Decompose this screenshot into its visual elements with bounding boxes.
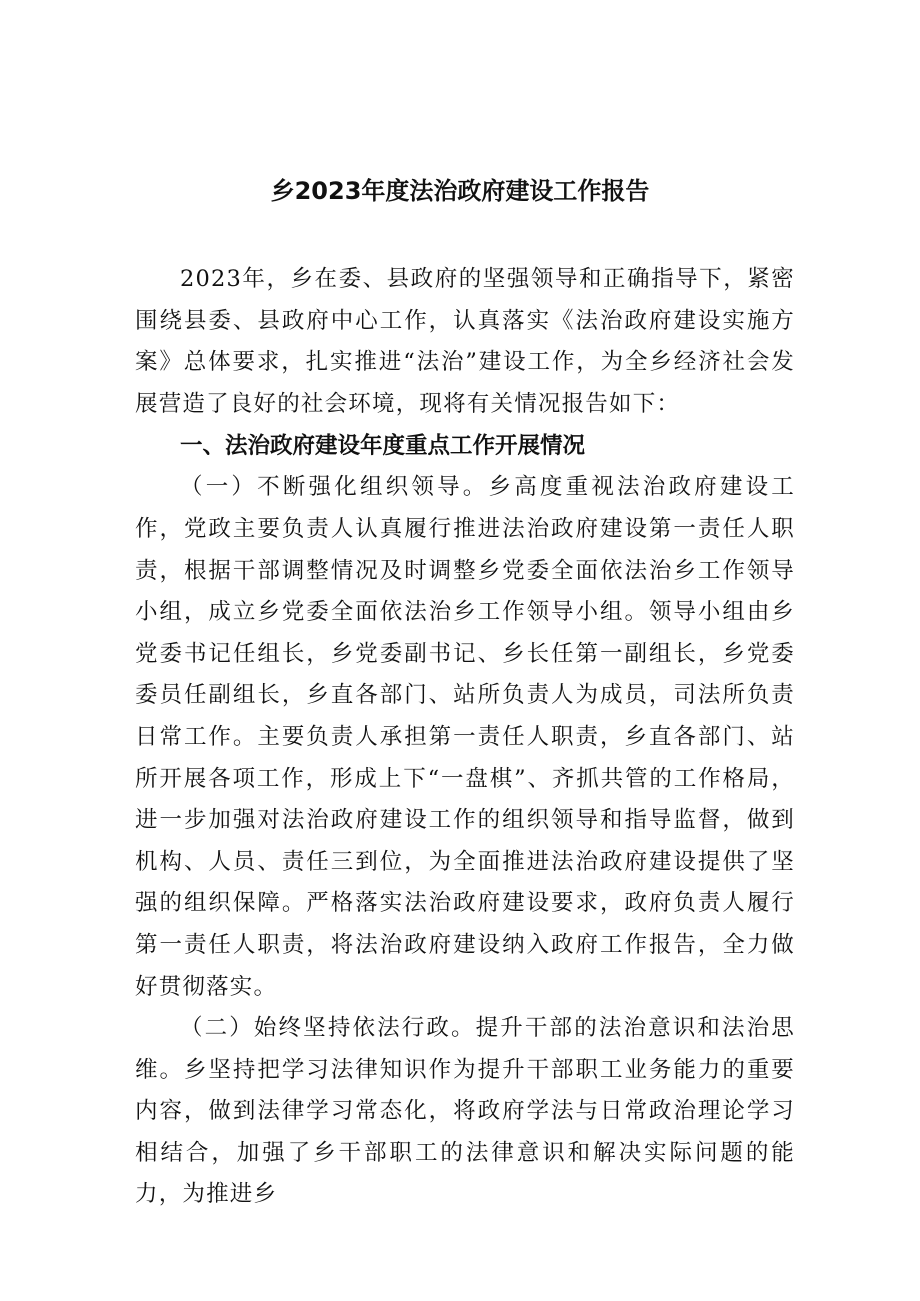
- paragraph-organization: （一）不断强化组织领导。乡高度重视法治政府建设工作，党政主要负责人认真履行推进法治政府建设第一责任人职责，根据干部调整情况及时调整乡党委全面依法治乡工作领导小组，成立乡党委全面依法治乡工作领导小组。领导小组由乡党委书记任组长，乡党委副书记、乡长任第一副组长，乡党委委员任副组长，乡直各部门、站所负责人为成员，司法所负责日常工作。主要负责人承担第一责任人职责，乡直各部门、站所开展各项工作，形成上下“一盘棋”、齐抓共管的工作格局，进一步加强对法治政府建设工作的组织领导和指导监督，做到机构、人员、责任三到位，为全面推进法治政府建设提供了坚强的组织保障。严格落实法治政府建设要求，政府负责人履行第一责任人职责，将法治政府建设纳入政府工作报告，全力做好贯彻落实。: [135, 474, 795, 1000]
- paragraph-intro: 2023年，乡在委、县政府的坚强领导和正确指导下，紧密围绕县委、县政府中心工作，认真落实《法治政府建设实施方案》总体要求，扎实推进“法治”建设工作，为全乡经济社会发展营造了良好的社会环境，现将有关情况报告如下：: [135, 266, 795, 417]
- document-title: 乡2023年度法治政府建设工作报告: [270, 177, 650, 205]
- paragraph-law-administration: （二）始终坚持依法行政。提升干部的法治意识和法治思维。乡坚持把学习法律知识作为提升干部职工业务能力的重要内容，做到法律学习常态化，将政府学法与日常政治理论学习相结合，加强了乡干部职工的法律意识和解决实际问题的能力，为推进乡: [135, 1015, 795, 1208]
- section-heading: 一、法治政府建设年度重点工作开展情况: [180, 433, 586, 460]
- document-body: [135, 259, 795, 1216]
